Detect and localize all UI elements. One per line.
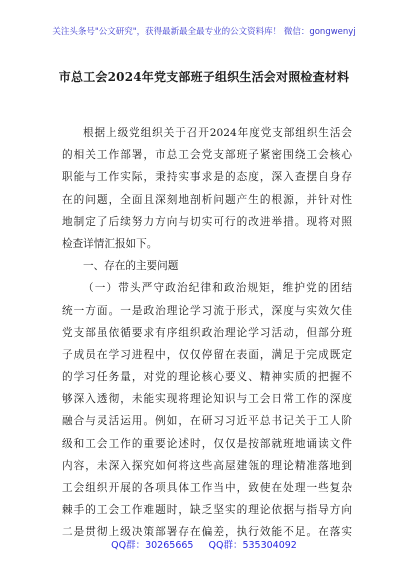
footer-qq-group-1: QQ群：30265665 <box>111 540 194 551</box>
document-title: 市总工会2024年党支部班子组织生活会对照检查材料 <box>58 70 350 84</box>
body-line: 根据上级党组织关于召开2024年度党支部组织生活会 <box>83 127 352 139</box>
body-line: 的学习任务量，对党的理论核心要义、精神实质的把握不 <box>62 371 352 384</box>
body-line: 的相关工作部署，市总工会党支部班子紧密围绕工会核心 <box>62 149 352 162</box>
body-line: 工会组织开展的各项具体工作当中，致使在处理一些复杂 <box>62 482 352 494</box>
body-line: 党支部虽依循要求有序组织政治理论学习活动，但部分班 <box>62 326 352 339</box>
body-line: 地制定了后续努力方向与切实可行的改进举措。现将对照 <box>62 215 352 228</box>
document-body <box>62 122 352 544</box>
body-line: 融合与灵活运用。例如，在研习习近平总书记关于工人阶 <box>62 415 352 428</box>
body-line: 二是贯彻上级决策部署存在偏差，执行效能不足。在落实 <box>62 526 352 539</box>
footer-contacts <box>0 537 408 551</box>
footer-qq-group-2: QQ群：535304092 <box>208 540 297 551</box>
body-line: 棘手的工会工作难题时，缺乏坚实的理论依据与指导方向 <box>62 504 352 517</box>
body-line: 内容，未深入探究如何将这些高屋建瓴的理论精准落地到 <box>62 459 352 472</box>
body-line: 级和工会工作的重要论述时，仅仅是按部就班地诵读文件 <box>62 437 352 450</box>
body-line: 子成员在学习进程中，仅仅停留在表面，满足于完成既定 <box>62 348 352 361</box>
body-line: 检查详情汇报如下。 <box>62 237 158 250</box>
body-line: 职能与工作实际，秉持实事求是的态度，深入查摆自身存 <box>62 171 352 184</box>
body-line: 统一方面。一是政治理论学习流于形式，深度与实效欠佳 <box>62 304 352 317</box>
header-promo-note: 关注头条号"公文研究"，获得最新最全最专业的公文资料库！ 微信：gongwenyj <box>52 27 356 37</box>
body-line: 一、存在的主要问题 <box>83 260 179 273</box>
body-line: （一）带头严守政治纪律和政治规矩，维护党的团结 <box>83 282 352 295</box>
body-line: 够深入透彻，未能实现将理论知识与工会日常工作的深度 <box>62 393 352 406</box>
body-line: 在的问题，全面且深刻地剖析问题产生的根源，并针对性 <box>62 193 352 206</box>
